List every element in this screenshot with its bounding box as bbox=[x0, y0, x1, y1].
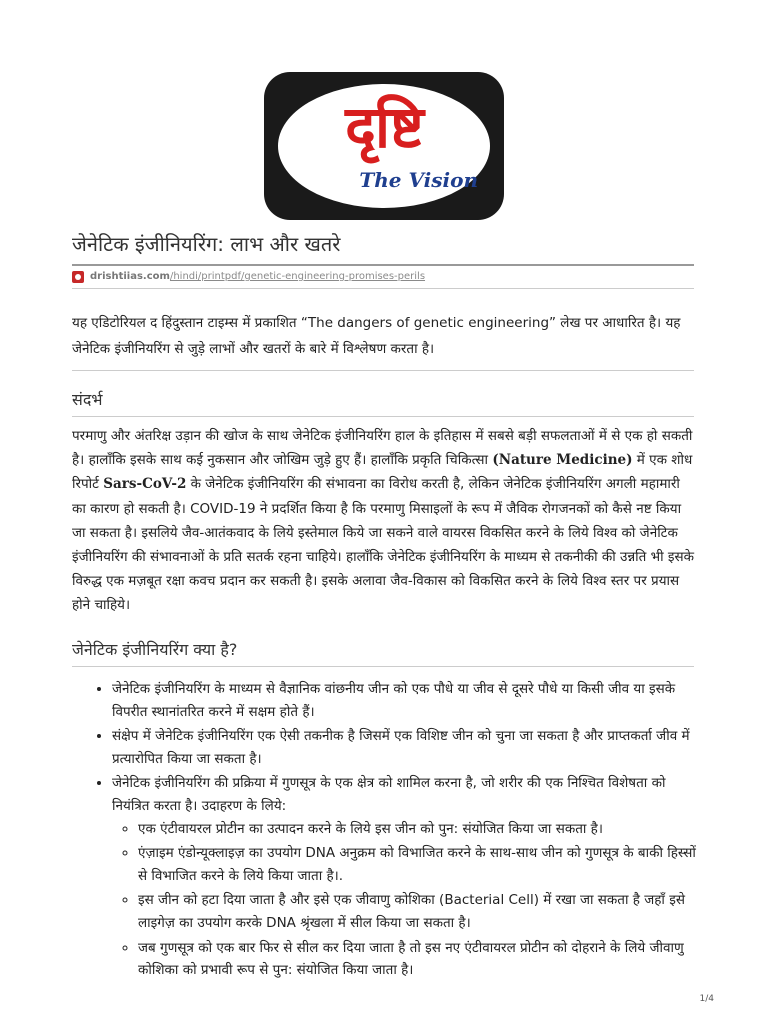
source-domain[interactable]: drishtiias.com bbox=[90, 271, 170, 282]
list-item bbox=[112, 772, 696, 981]
context-text-2: में एक शोध रिपोर्ट bbox=[72, 452, 693, 493]
section-heading-context: संदर्भ bbox=[72, 390, 103, 409]
page-number: 1/4 bbox=[699, 994, 714, 1004]
context-text-3: के जेनेटिक इंजीनियरिंग की संभावना का विरोध करती है, लेकिन जेनेटिक इंजीनियरिंग अगली महामारी का कारण हो सकती है। COVID-19 ने प्रदर्शित किया है कि परमाणु मिसाइलों के रूप में जैविक रोगजनकों को कैसे नष्ट किया जा सकता है। इसलिये जैव-आतंकवाद के लिये इस्तेमाल किये जा सकने वाले वायरस विकसित करने के लिये विश्व को जेनेटिक इंजीनियरिंग की संभावनाओं के प्रति सतर्क रहना चाहिये। हालाँकि जेनेटिक इंजीनियरिंग के माध्यम से तकनीकी की उन्नति भी इसके विरुद्ध एक मज़बूत रक्षा कवच प्रदान कर सकती है। इसके अलावा जैव-विकास को विकसित करने के लिये विश्व स्तर पर प्रयास होने चाहिये। bbox=[72, 476, 695, 614]
sub-list-item: ◦ एंज़ाइम एंडोन्यूक्लाइज़ का उपयोग DNA अनुक्रम को विभाजित करने के साथ-साथ जीन को गुणसूत्र के बाकी हिस्सों से विभाजित करने के लिये किया जाता है।. bbox=[138, 842, 696, 887]
logo-hindi-text: दृष्टि bbox=[345, 93, 423, 161]
context-text-1: परमाणु और अंतरिक्ष उड़ान की खोज के साथ जेनेटिक इंजीनियरिंग हाल के इतिहास में सबसे बड़ी सफलताओं में से एक हो सकती है। हालाँकि इसके साथ कई नुकसान और जोखिम जुड़े हुए हैं। हालाँकि प्रकृति चिकित्सा bbox=[72, 428, 693, 469]
context-bold-nature-medicine: (Nature Medicine) bbox=[492, 452, 633, 469]
list-item: • जेनेटिक इंजीनियरिंग के माध्यम से वैज्ञानिक वांछनीय जीन को एक पौधे या जीव से दूसरे पौधे या किसी जीव या इसके विपरीत स्थानांतरित करने में सक्षम होते हैं। bbox=[112, 678, 696, 723]
site-favicon-icon bbox=[72, 271, 84, 283]
sub-list-item: ◦ एक एंटीवायरल प्रोटीन का उत्पादन करने के लिये इस जीन को पुन: संयोजित किया जा सकता है। bbox=[138, 818, 696, 841]
logo-english-text: The Vision bbox=[359, 168, 478, 192]
section-divider-context bbox=[72, 416, 694, 417]
sub-list-item: ◦ जब गुणसूत्र को एक बार फिर से सील कर दिया जाता है तो इस नए एंटीवायरल प्रोटीन को दोहराने के लिये जीवाणु कोशिका को प्रभावी रूप से पुन: संयोजित किया जाता है। bbox=[138, 937, 696, 982]
context-bold-sars-cov-2: Sars-CoV-2 bbox=[103, 476, 187, 493]
definition-list bbox=[72, 678, 696, 984]
context-paragraph bbox=[72, 424, 696, 618]
logo bbox=[264, 72, 504, 220]
logo-emblem bbox=[278, 84, 490, 208]
intro-text: यह एडिटोरियल द हिंदुस्तान टाइम्स में प्रकाशित “The dangers of genetic engineering” लेख पर आधारित है। यह जेनेटिक इंजीनियरिंग से जुड़े लाभों और खतरों के बारे में विश्लेषण करता है। bbox=[72, 315, 681, 357]
url-divider-top bbox=[72, 288, 694, 289]
source-path[interactable]: /hindi/printpdf/genetic-engineering-promises-perils bbox=[169, 271, 426, 282]
list-item: • संक्षेप में जेनेटिक इंजीनियरिंग एक ऐसी तकनीक है जिसमें एक विशिष्ट जीन को चुना जा सकता है और प्राप्तकर्ता जीव में प्रत्यारोपित किया जा सकता है। bbox=[112, 725, 696, 770]
sub-list-item: ◦ इस जीन को हटा दिया जाता है और इसे एक जीवाणु कोशिका (Bacterial Cell) में रखा जा सकता है जहाँ इसे लाइगेज़ का उपयोग करके DNA श्रृंखला में सील किया जा सकता है। bbox=[138, 889, 696, 934]
page-title: जेनेटिक इंजीनियरिंग: लाभ और खतरे bbox=[72, 232, 341, 256]
section-divider-what-is bbox=[72, 666, 694, 667]
source-link[interactable] bbox=[72, 270, 425, 284]
example-sublist bbox=[112, 818, 696, 982]
section-heading-what-is: जेनेटिक इंजीनियरिंग क्या है? bbox=[72, 640, 238, 659]
list-item-text: जेनेटिक इंजीनियरिंग की प्रक्रिया में गुणसूत्र के एक क्षेत्र को शामिल करना है, जो शरीर की एक निश्चित विशेषता को नियंत्रित करता है। उदाहरण के लिये: bbox=[112, 775, 666, 814]
title-divider bbox=[72, 264, 694, 266]
intro-divider bbox=[72, 370, 694, 371]
